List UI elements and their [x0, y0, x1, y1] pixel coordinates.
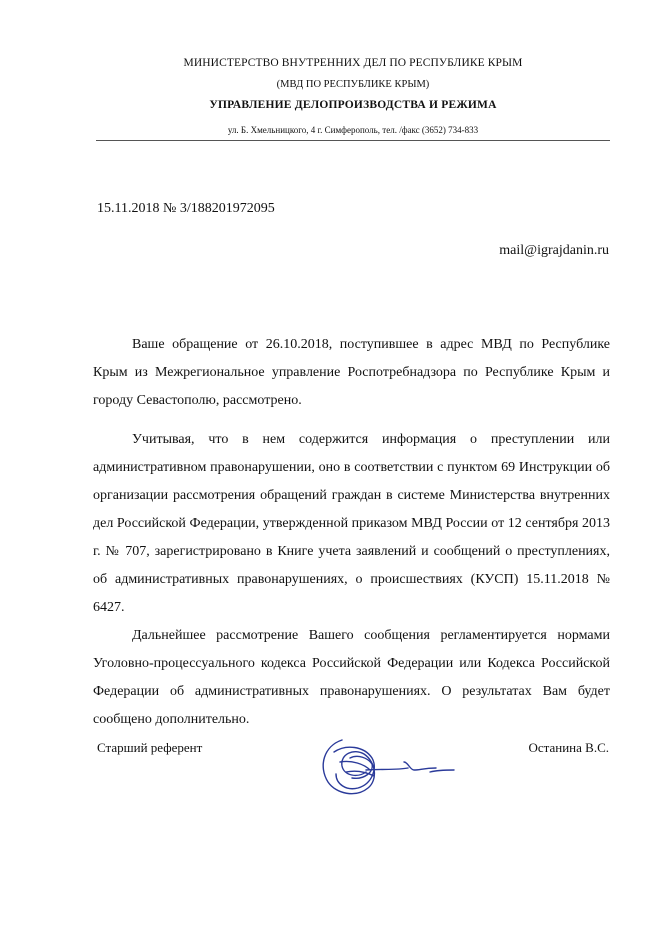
body-paragraph-1: Ваше обращение от 26.10.2018, поступившее в адрес МВД по Республике Крым из Межрегиональное управление Роспотребнадзора по Республике Крым и городу Севастополю, рассмотрено. [93, 337, 610, 408]
recipient-email: mail@igrajdanin.ru [499, 243, 609, 258]
body-paragraph-2: Учитывая, что в нем содержится информация о преступлении или административном правонарушении, оно в соответствии с пунктом 69 Инструкции об организации рассмотрения обращений граждан в системе Министерства внутренних дел Российской Федерации, утвержденной приказом МВД России от 12 сентября 2013 г. № 707, зарегистрировано в Книге учета заявлений и сообщений о преступлениях, об административных правонарушениях, о происшествиях (КУСП) 15.11.2018 № 6427. [93, 432, 610, 615]
ministry-name: МИНИСТЕРСТВО ВНУТРЕННИХ ДЕЛ ПО РЕСПУБЛИКЕ КРЫМ [183, 57, 523, 69]
ministry-abbreviation: (МВД ПО РЕСПУБЛИКЕ КРЫМ) [276, 79, 430, 90]
document-reference: 15.11.2018 № 3/188201972095 [97, 201, 275, 216]
department-name: УПРАВЛЕНИЕ ДЕЛОПРОИЗВОДСТВА И РЕЖИМА [209, 99, 497, 111]
signatory-position: Старший референт [97, 740, 203, 755]
signatory-name: Останина В.С. [528, 740, 609, 755]
department-address: ул. Б. Хмельницкого, 4 г. Симферополь, тел. /факс (3652) 734-833 [227, 125, 479, 135]
handwritten-signature [312, 732, 462, 802]
header-divider [96, 140, 610, 141]
body-paragraph-3: Дальнейшее рассмотрение Вашего сообщения регламентируется нормами Уголовно-процессуального кодекса Российской Федерации или Кодекса Российской Федерации об административных правонарушениях. О результатах Вам будет сообщено дополнительно. [93, 628, 610, 727]
